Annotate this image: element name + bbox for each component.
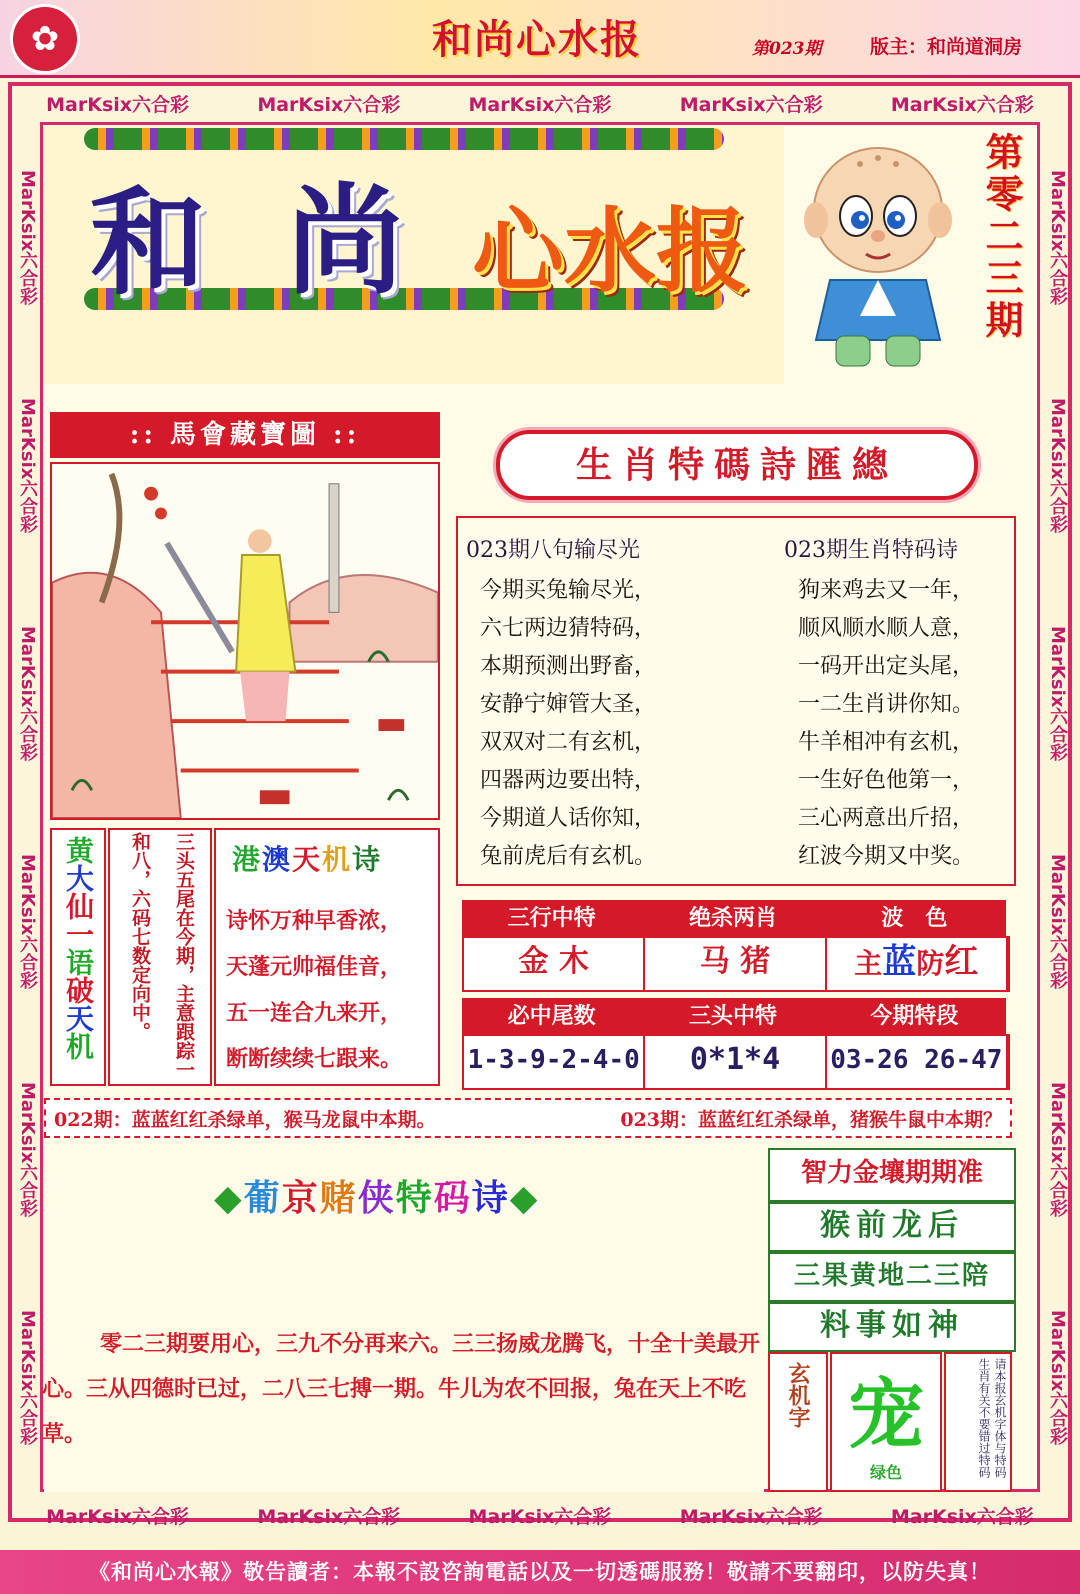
- right-cell-motto: 料事如神: [768, 1302, 1016, 1352]
- xuanji-char: 宠: [848, 1370, 924, 1459]
- watermark-text: MarKsix六合彩: [1047, 1310, 1068, 1446]
- gang-line: 五一连合九来开，: [226, 1000, 403, 1026]
- poem-left: [466, 532, 716, 876]
- watermark-col-right: [1040, 124, 1070, 1492]
- table-row: [462, 1034, 1010, 1090]
- gang-title: [232, 838, 382, 878]
- treasure-map-title: :: 馬會藏寶圖 ::: [50, 412, 440, 458]
- watermark-text: MarKsix六合彩: [257, 1505, 401, 1528]
- poem-right: [784, 532, 1016, 876]
- watermark-text: MarKsix六合彩: [1047, 626, 1068, 762]
- table-header: 必中尾数: [462, 998, 643, 1034]
- masthead-shang: 尚: [286, 171, 405, 310]
- huang-vertical-text: [58, 836, 98, 1060]
- issue-vertical: 第零二三期: [979, 132, 1024, 342]
- poem-line: 一二生肖讲你知。: [798, 692, 975, 717]
- watermark-row-bottom: [12, 1496, 1068, 1534]
- watermark-text: MarKsix六合彩: [1047, 170, 1068, 306]
- watermark-text: MarKsix六合彩: [17, 1082, 38, 1218]
- treasure-map-illustration: [50, 462, 440, 820]
- masthead-xinshui: 心水报: [472, 198, 749, 305]
- watermark-text: MarKsix六合彩: [890, 1505, 1034, 1528]
- watermark-text: MarKsix六合彩: [46, 93, 190, 116]
- gang-title-char: 港: [232, 843, 263, 876]
- table-header: 三行中特: [462, 900, 643, 936]
- bose-guard: 防: [916, 947, 945, 980]
- gang-title-char: 机: [322, 843, 353, 876]
- diamond-icon: ◆: [509, 1178, 540, 1219]
- table-header-row: [462, 900, 1006, 936]
- hk-title-char: 侠: [357, 1178, 396, 1219]
- gang-title-char: 诗: [352, 843, 383, 876]
- watermark-row-top: [12, 84, 1068, 122]
- poem-line: 牛羊相冲有玄机，: [798, 730, 975, 755]
- table-header: 今期特段: [825, 998, 1006, 1034]
- poem-line: 顺风顺水顺人意，: [798, 616, 975, 641]
- watermark-text: MarKsix六合彩: [17, 626, 38, 762]
- hk-title-char: 京: [281, 1178, 320, 1219]
- watermark-text: MarKsix六合彩: [17, 170, 38, 306]
- weishu-value: 1-3-9-2-4-0: [464, 1036, 645, 1088]
- monk-mascot-icon: [790, 130, 966, 380]
- xuanji-color-label: 绿色: [869, 1463, 902, 1482]
- table-header-row: [462, 998, 1006, 1034]
- watermark-text: MarKsix六合彩: [46, 1505, 190, 1528]
- table-header: 波 色: [825, 900, 1006, 936]
- table-header: 三头中特: [643, 998, 824, 1034]
- santou-value: 0*1*4: [645, 1036, 826, 1088]
- watermark-text: MarKsix六合彩: [257, 93, 401, 116]
- masthead-he: 和: [90, 175, 206, 311]
- header-editor: 版主：和尚道洞房: [870, 36, 1023, 58]
- teduan-value: 03-26 26-47: [827, 1036, 1008, 1088]
- bose-red: 红: [944, 942, 979, 982]
- huang-char: 天: [62, 1004, 95, 1032]
- gang-line: 断断续续七跟来。: [226, 1046, 403, 1072]
- poem-line: 双双对二有玄机，: [480, 730, 657, 755]
- gang-title-char: 澳: [262, 843, 293, 876]
- poem-line: 狗来鸡去又一年，: [798, 578, 975, 603]
- watermark-text: MarKsix六合彩: [1047, 854, 1068, 990]
- poem-line: 六七两边猜特码，: [480, 616, 657, 641]
- watermark-col-left: [10, 124, 40, 1492]
- bose-blue: 蓝: [882, 942, 917, 982]
- table-row: [462, 936, 1010, 992]
- watermark-text: MarKsix六合彩: [1047, 1082, 1068, 1218]
- watermark-text: MarKsix六合彩: [17, 1310, 38, 1446]
- hk-title-char: 赌: [319, 1178, 358, 1219]
- poem-line: 兔前虎后有玄机。: [480, 844, 657, 869]
- right-cell-prediction: 猴前龙后: [768, 1202, 1016, 1252]
- hk-title-char: 葡: [243, 1178, 282, 1219]
- poem-banner: 生肖特碼詩匯總: [496, 430, 978, 500]
- poem-right-heading: 023期生肖特码诗: [784, 538, 958, 563]
- huang-char: 破: [62, 976, 95, 1004]
- watermark-text: MarKsix六合彩: [17, 854, 38, 990]
- right-cell-hint: 三果黄地二三陪: [768, 1252, 1016, 1302]
- poem-line: 安静宁婶管大圣，: [480, 692, 657, 717]
- prediction-table: [462, 900, 1006, 1086]
- hk-poem-text: 零二三期要用心，三九不分再来六。三三扬威龙腾飞，十全十美最开心。三从四德时已过，二八三七搏一期。牛儿为农不回报，兔在天上不吃草。: [42, 1331, 761, 1447]
- right-cell-slogan: 智力金壤期期准: [768, 1148, 1016, 1202]
- poem-line: 今期买兔输尽光，: [480, 578, 657, 603]
- follow-text: 三头五尾在今期，主意跟踪一和八，六码七数定向中。: [129, 832, 195, 1079]
- bose-value: [827, 938, 1008, 990]
- gang-title-char: 天: [292, 843, 323, 876]
- watermark-text: MarKsix六合彩: [679, 93, 823, 116]
- watermark-text: MarKsix六合彩: [468, 1505, 612, 1528]
- poem-line: 四器两边要出特，: [480, 768, 657, 793]
- poem-line: 一生好色他第一，: [798, 768, 975, 793]
- watermark-text: MarKsix六合彩: [890, 93, 1034, 116]
- poem-line: 一码开出定头尾，: [798, 654, 975, 679]
- header-issue: 第023期: [752, 39, 822, 59]
- juesha-value: 马 猪: [645, 938, 826, 990]
- hk-title-char: 特: [395, 1178, 434, 1219]
- hk-title-char: 码: [433, 1178, 472, 1219]
- note-previous: 022期：蓝蓝红红杀绿单，猴马龙鼠中本期。: [54, 1108, 436, 1131]
- bose-main: 主: [854, 947, 883, 980]
- poem-line: 三心两意出斤招，: [798, 806, 975, 831]
- sanxing-value: 金 木: [464, 938, 645, 990]
- xuanji-label: 玄机字: [785, 1362, 811, 1428]
- xuanji-tip: 请本报玄机字体与特码生肖有关不要错过特码: [977, 1358, 1007, 1478]
- huang-char: 语: [62, 948, 95, 976]
- huang-char: 黄: [62, 836, 95, 864]
- bauhinia-logo-icon: ✿: [10, 4, 80, 74]
- note-current: 023期：蓝蓝红红杀绿单，猪猴牛鼠中本期？: [620, 1108, 1002, 1131]
- poem-left-heading: 023期八句输尽光: [466, 538, 640, 563]
- gang-line: 诗怀万种早香浓，: [226, 908, 403, 934]
- notes-bar: [44, 1098, 1012, 1138]
- gang-poem: [226, 898, 436, 1082]
- hk-title-char: 诗: [471, 1178, 510, 1219]
- table-header: 绝杀两肖: [643, 900, 824, 936]
- hk-poem-title: [214, 1170, 539, 1221]
- poem-line: 今期道人话你知，: [480, 806, 657, 831]
- watermark-text: MarKsix六合彩: [1047, 398, 1068, 534]
- gang-line: 天蓬元帅福佳音，: [226, 954, 403, 980]
- huang-char: 仙: [62, 892, 95, 920]
- poem-line: 红波今期又中奖。: [798, 844, 975, 869]
- footer-notice: 《和尚心水報》敬告讀者：本報不設咨詢電話以及一切透碼服務！敬請不要翻印，以防失真！: [0, 1550, 1080, 1594]
- diamond-icon: ◆: [214, 1178, 244, 1219]
- header-title: 和尚心水报: [432, 17, 642, 63]
- watermark-text: MarKsix六合彩: [468, 93, 612, 116]
- huang-char: 机: [62, 1032, 95, 1060]
- watermark-text: MarKsix六合彩: [679, 1505, 823, 1528]
- watermark-text: MarKsix六合彩: [17, 398, 38, 534]
- huang-char: 大: [62, 864, 95, 892]
- poem-line: 本期预测出野畜，: [480, 654, 657, 679]
- huang-char: 一: [62, 920, 95, 948]
